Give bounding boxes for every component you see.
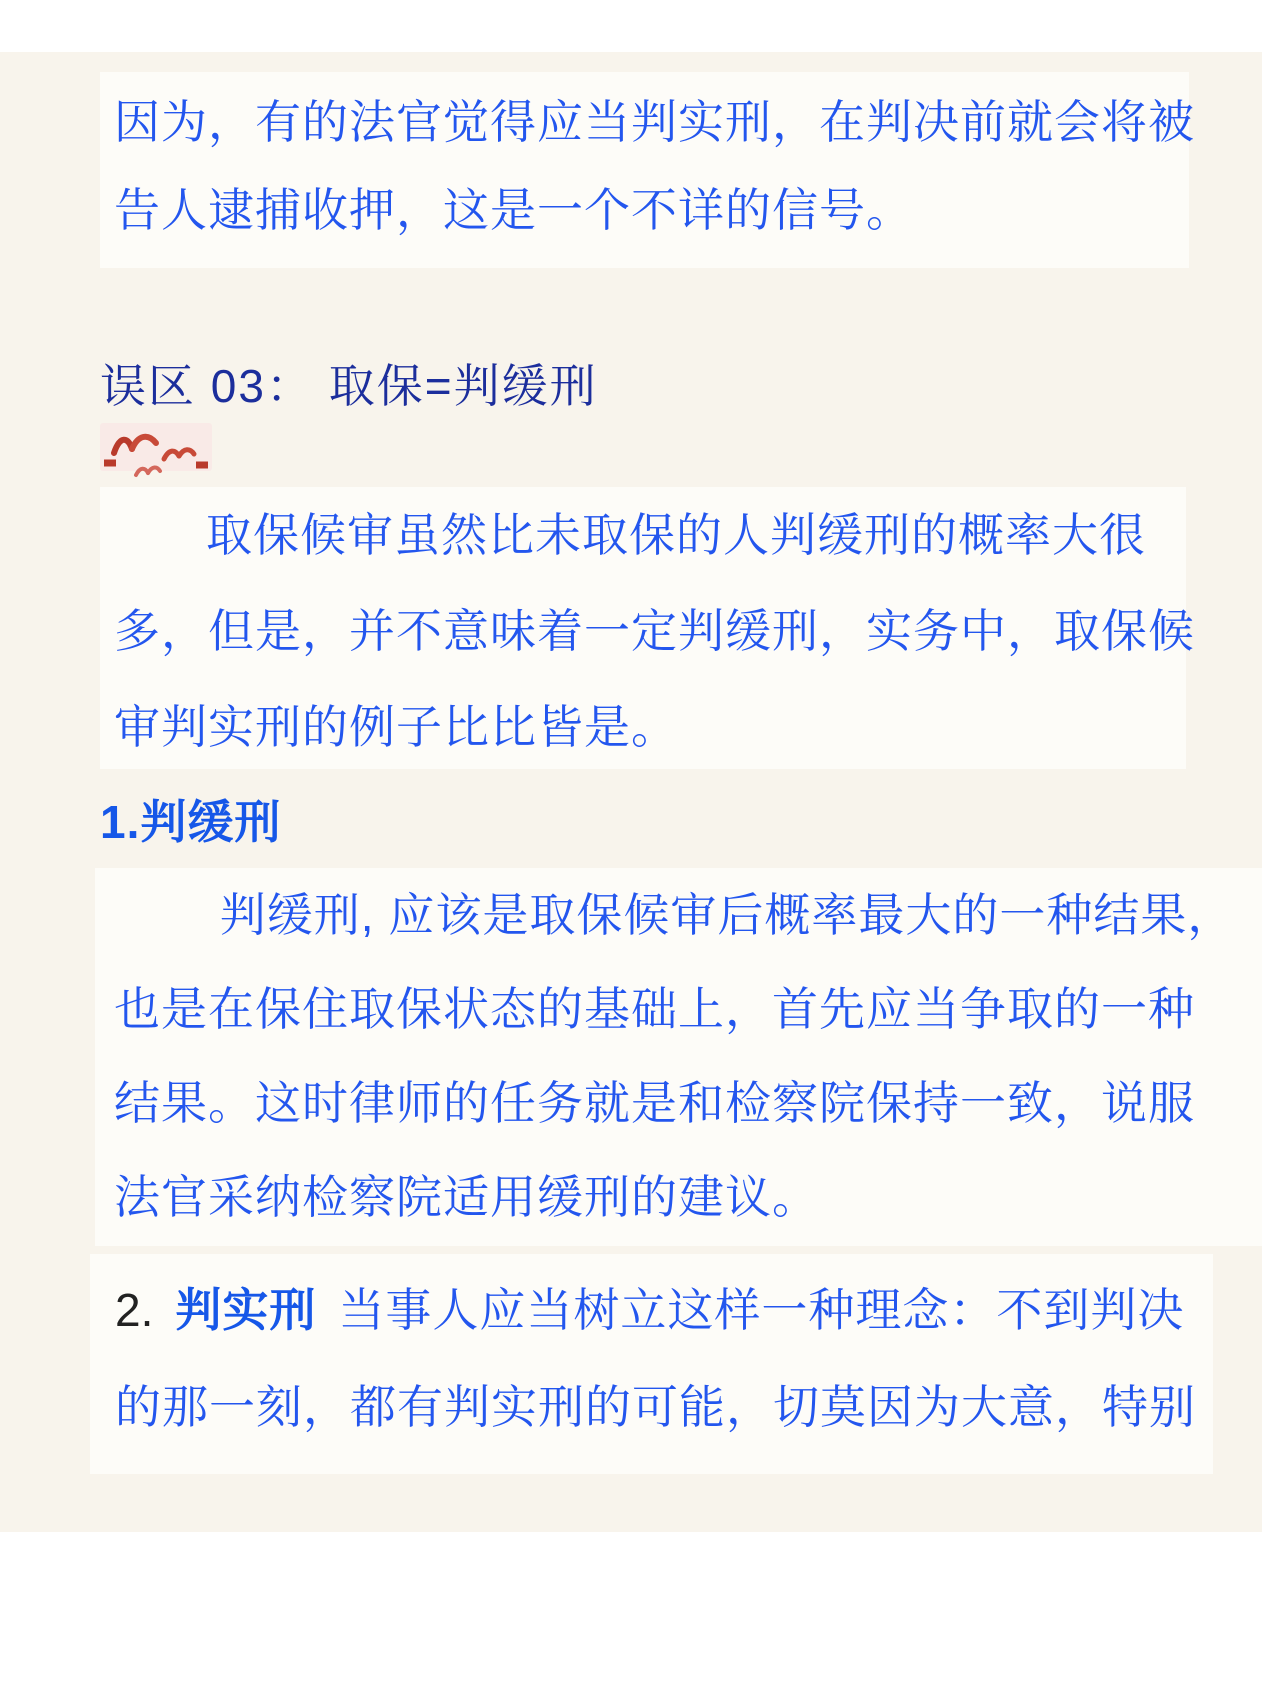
- paragraph-suspended-line3: 结果。这时律师的任务就是和检察院保持一致，说服: [114, 1077, 1195, 1129]
- paragraph-suspended-line1: 判缓刑, 应该是取保候审后概率最大的一种结果，: [219, 889, 1235, 941]
- paragraph-misconception-line2: 多，但是，并不意味着一定判缓刑，实务中，取保候: [114, 605, 1195, 657]
- subheading-suspended-sentence: 1.判缓刑: [100, 796, 282, 848]
- section-heading: 误区 03： 取保=判缓刑: [100, 360, 598, 412]
- paragraph-real-sentence: [90, 1254, 1213, 1474]
- paragraph-misconception-line3: 审判实刑的例子比比皆是。: [114, 701, 678, 753]
- paragraph-intro-line2: 告人逮捕收押，这是一个不详的信号。: [114, 184, 913, 236]
- paragraph-suspended-line2: 也是在保住取保状态的基础上，首先应当争取的一种: [114, 983, 1195, 1035]
- paragraph-misconception-line1: 取保候审虽然比未取保的人判缓刑的概率大很: [206, 509, 1146, 561]
- real-sentence-line1-text: 当事人应当树立这样一种理念：不到判决: [338, 1284, 1185, 1336]
- paragraph-misconception: [100, 487, 1195, 769]
- real-sentence-bold-label: 判实刑: [175, 1284, 317, 1336]
- paragraph-suspended-line4: 法官采纳检察院适用缓刑的建议。: [114, 1171, 819, 1223]
- paragraph-real-line2: 的那一刻，都有判实刑的可能，切莫因为大意，特别: [115, 1381, 1196, 1433]
- paragraph-real-line1: [115, 1262, 1213, 1359]
- list-number: 2.: [115, 1284, 154, 1336]
- paragraph-suspended: [95, 868, 1262, 1246]
- paragraph-intro: [100, 72, 1195, 268]
- paragraph-intro-line1: 因为，有的法官觉得应当判实刑，在判决前就会将被: [114, 96, 1195, 148]
